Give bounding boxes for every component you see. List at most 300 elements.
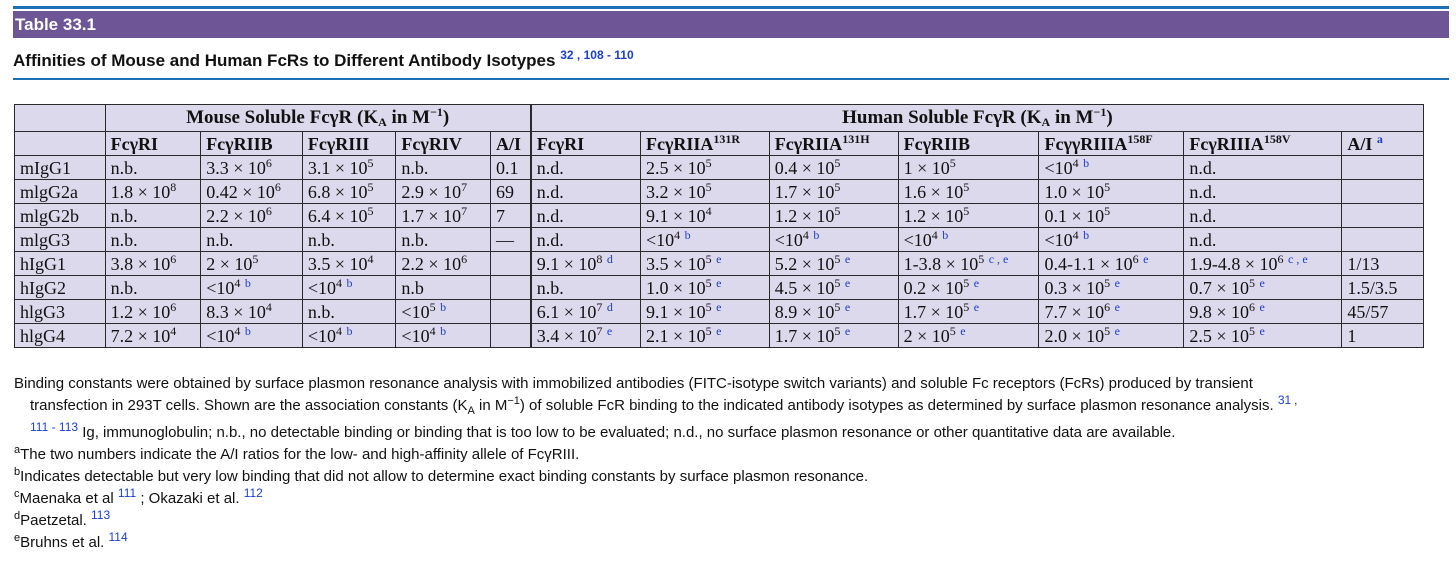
top-rule: [13, 6, 1449, 9]
row-label: hlgG3: [15, 300, 106, 324]
cell-value: <10: [401, 301, 430, 322]
cell-exponent: 5: [978, 251, 985, 266]
cell-value: 0.4 × 10: [774, 157, 835, 178]
table-cell: [1342, 204, 1424, 228]
table-cell: [1184, 180, 1342, 204]
table-row: [15, 180, 1424, 204]
col-human-ai: A/I $^a$: [1342, 132, 1424, 156]
cell-value: 1.7 × 10: [774, 181, 835, 202]
cell-exponent: 5: [834, 251, 841, 266]
table-cell: [1184, 228, 1342, 252]
cell-value: 2 × 10: [903, 325, 950, 346]
table-cell: [105, 324, 201, 348]
cell-footnote-link[interactable]: e: [1114, 299, 1120, 314]
cell-value: 2.5 × 10: [1189, 325, 1250, 346]
table-row: [15, 204, 1424, 228]
table-cell: [1342, 156, 1424, 180]
table-cell: [1039, 204, 1184, 228]
cell-value: 0.1: [496, 157, 519, 178]
cell-value: 1 × 10: [903, 157, 950, 178]
note-main: Binding constants were obtained by surface plasmon resonance analysis with immobilized antibodies (FITC-isotype switch variants) and soluble Fc receptors (FcRs) produced by transient: [14, 375, 1253, 392]
cell-value: 1.8 × 10: [110, 181, 171, 202]
table-label: Table 33.1: [15, 15, 96, 34]
table-cell: [1039, 180, 1184, 204]
table-cell: [105, 252, 201, 276]
table-cell: [396, 204, 491, 228]
cell-exponent: 6: [170, 251, 177, 266]
cell-value: 7.7 × 10: [1044, 301, 1105, 322]
col-mouse-fcgri: FcγRI: [105, 132, 201, 156]
cell-exponent: 5: [1104, 203, 1111, 218]
cell-footnote-link[interactable]: b: [346, 323, 353, 338]
cell-value: 9.8 × 10: [1189, 301, 1250, 322]
table-cell: [769, 276, 898, 300]
cell-footnote-link[interactable]: e: [1143, 251, 1149, 266]
cell-footnote-link[interactable]: e: [1259, 323, 1265, 338]
cell-exponent: 5: [705, 179, 712, 194]
cell-value: 9.1 × 10: [645, 301, 706, 322]
cell-exponent: 5: [367, 179, 374, 194]
table-cell: [1342, 252, 1424, 276]
cell-footnote-link[interactable]: e: [973, 299, 980, 314]
table-cell: [898, 252, 1039, 276]
cell-value: n.b.: [536, 277, 564, 298]
cell-footnote-link[interactable]: b: [244, 323, 251, 338]
table-label-banner: [13, 11, 1449, 38]
cell-exponent: 7: [596, 323, 603, 338]
cell-footnote-link[interactable]: b: [440, 299, 447, 314]
table-cell: [1184, 156, 1342, 180]
cell-value: 4.5 × 10: [774, 277, 835, 298]
cell-footnote-link[interactable]: e: [844, 323, 851, 338]
table-cell: [769, 324, 898, 348]
table-cell: [201, 204, 303, 228]
cell-value: 3.2 × 10: [645, 181, 706, 202]
cell-exponent: 4: [705, 203, 712, 218]
table-cell: [1039, 276, 1184, 300]
cell-value: 1.7 × 10: [774, 325, 835, 346]
group-header-row: [15, 105, 1424, 132]
cell-exponent: 7: [596, 299, 603, 314]
cell-value: 1.0 × 10: [1044, 181, 1105, 202]
cell-exponent: 4: [265, 299, 272, 314]
table-body: [15, 156, 1424, 348]
table-cell: [531, 204, 641, 228]
cell-footnote-link[interactable]: b: [684, 227, 691, 242]
cell-value: <10: [903, 229, 932, 250]
cell-exponent: 5: [705, 323, 712, 338]
table-cell: [201, 252, 303, 276]
table-cell: [769, 252, 898, 276]
table-cell: [1039, 156, 1184, 180]
cell-value: n.b.: [110, 157, 138, 178]
cell-exponent: 5: [1104, 275, 1111, 290]
cell-value: n.b.: [401, 229, 429, 250]
table-row: [15, 300, 1424, 324]
table-cell: [491, 204, 531, 228]
table-cell: [105, 228, 201, 252]
cell-footnote-link[interactable]: e: [844, 299, 851, 314]
cell-value: <10: [307, 325, 336, 346]
cell-exponent: 5: [1104, 179, 1111, 194]
table-cell: [640, 156, 769, 180]
cell-exponent: 5: [834, 275, 841, 290]
cell-value: <10: [307, 277, 336, 298]
table-cell: [491, 276, 531, 300]
table-cell: [396, 180, 491, 204]
table-cell: [640, 180, 769, 204]
table-cell: [769, 228, 898, 252]
table-cell: [105, 204, 201, 228]
cell-exponent: 8: [596, 251, 603, 266]
table-cell: [201, 276, 303, 300]
title-text: Affinities of Mouse and Human FcRs to Different Antibody Isotypes: [13, 51, 556, 70]
table-cell: [898, 180, 1039, 204]
table-cell: [640, 300, 769, 324]
table-cell: [898, 276, 1039, 300]
table-cell: [201, 156, 303, 180]
cell-exponent: 5: [963, 299, 970, 314]
cell-footnote-link[interactable]: c , e: [988, 251, 1009, 266]
table-cell: [491, 228, 531, 252]
title-ref-range-link[interactable]: 108 - 110: [583, 48, 634, 62]
cell-footnote-link[interactable]: d: [606, 299, 613, 314]
table-notes: [14, 373, 1444, 554]
cell-footnote-link[interactable]: e: [606, 323, 613, 338]
cell-value: 6.1 × 10: [536, 301, 597, 322]
cell-value: —: [496, 229, 515, 250]
cell-value: 1.7 × 10: [401, 205, 462, 226]
table-row: [15, 228, 1424, 252]
cell-footnote-link[interactable]: e: [1259, 299, 1265, 314]
cell-exponent: 6: [274, 179, 281, 194]
cell-exponent: 5: [252, 251, 259, 266]
cell-footnote-link[interactable]: e: [716, 251, 722, 266]
cell-value: 3.4 × 10: [536, 325, 597, 346]
cell-exponent: 5: [963, 179, 970, 194]
cell-exponent: 5: [705, 299, 712, 314]
table-cell: [302, 228, 396, 252]
table-cell: [531, 228, 641, 252]
cell-exponent: 4: [335, 323, 342, 338]
cell-value: <10: [401, 325, 430, 346]
cell-value: 7.2 × 10: [110, 325, 171, 346]
cell-exponent: 6: [170, 299, 177, 314]
col-human-fcgri: FcγRI: [531, 132, 641, 156]
table-cell: [531, 276, 641, 300]
table-cell: [898, 228, 1039, 252]
footnote-a-link[interactable]: a: [1376, 131, 1383, 146]
cell-footnote-link[interactable]: b: [942, 227, 949, 242]
cell-exponent: 5: [367, 203, 374, 218]
cell-value: n.b.: [401, 157, 429, 178]
row-label-header: [15, 132, 106, 156]
cell-value: 9.1 × 10: [645, 205, 706, 226]
col-mouse-ai: A/I: [491, 132, 531, 156]
footnote-e: $^e$Bruhns et al. $^{114}$: [14, 530, 128, 551]
cell-value: 2.1 × 10: [645, 325, 706, 346]
table-cell: [769, 204, 898, 228]
table-cell: [302, 324, 396, 348]
cell-value: 1.2 × 10: [903, 205, 964, 226]
table-cell: [105, 156, 201, 180]
cell-value: 2 × 10: [206, 253, 253, 274]
cell-value: 2.5 × 10: [645, 157, 706, 178]
cell-exponent: 5: [367, 155, 374, 170]
cell-value: 2.0 × 10: [1044, 325, 1105, 346]
col-human-fcgriia-131r: FcγRIIA$^{131R}$: [640, 132, 769, 156]
cell-value: 1.2 × 10: [110, 301, 171, 322]
table-cell: [769, 156, 898, 180]
cell-value: 0.2 × 10: [903, 277, 964, 298]
table-cell: [898, 324, 1039, 348]
table-cell: [1342, 324, 1424, 348]
cell-value: n.d.: [1189, 157, 1217, 178]
title-ref-separator: ,: [576, 48, 581, 62]
cell-value: 0.1 × 10: [1044, 205, 1105, 226]
cell-exponent: 4: [802, 227, 809, 242]
table-row: [15, 324, 1424, 348]
cell-value: 3.3 × 10: [206, 157, 266, 178]
corner-cell: [15, 105, 106, 132]
table-cell: [302, 252, 396, 276]
cell-value: 9.1 × 10: [536, 253, 597, 274]
table-cell: [396, 156, 491, 180]
table-cell: [531, 324, 641, 348]
cell-exponent: 8: [170, 179, 177, 194]
cell-exponent: 4: [931, 227, 938, 242]
footnote-c: $^c$Maenaka et al $^{111}$ ; Okazaki et al. $^{112}$: [14, 486, 263, 507]
cell-exponent: 5: [949, 155, 956, 170]
table-cell: [1184, 276, 1342, 300]
cell-exponent: 6: [1132, 251, 1139, 266]
table-cell: [105, 180, 201, 204]
table-cell: [769, 300, 898, 324]
cell-value: n.d.: [1189, 229, 1217, 250]
column-header-row: [15, 132, 1424, 156]
cell-exponent: 5: [1104, 323, 1111, 338]
note-main-end: $^{111 - 113}$ Ig, immunoglobulin; n.b., no detectable binding or binding that is too low to be evaluated; n.d., no surface plasmon resonance or other quantitative data are available.: [30, 420, 1176, 441]
row-label: mIgG1: [15, 156, 106, 180]
row-label: mlgG2b: [15, 204, 106, 228]
affinity-table: [14, 104, 1424, 348]
cell-value: n.d.: [1189, 181, 1217, 202]
cell-footnote-link[interactable]: b: [346, 275, 353, 290]
footnote-a: $^a$The two numbers indicate the A/I ratios for the low- and high-affinity allele of FcγRIII.: [14, 444, 580, 463]
ref-111-link[interactable]: 111: [117, 486, 137, 500]
cell-value: n.b.: [110, 277, 138, 298]
table-cell: [531, 180, 641, 204]
cell-footnote-link[interactable]: e: [1114, 275, 1120, 290]
cell-footnote-link[interactable]: e: [716, 299, 722, 314]
table-cell: [1184, 324, 1342, 348]
ref-31-link[interactable]: 31: [1277, 393, 1292, 407]
cell-value: n.b.: [307, 301, 335, 322]
cell-value: 1.5/3.5: [1347, 277, 1398, 298]
cell-footnote-link[interactable]: d: [606, 251, 613, 266]
footnote-b: $^b$Indicates detectable but very low binding that did not allow to determine exact binding constants by surface plasmon resonance.: [14, 466, 869, 485]
cell-footnote-link[interactable]: e: [844, 251, 851, 266]
cell-exponent: 5: [429, 299, 436, 314]
col-mouse-fcgriv: FcγRIV: [396, 132, 491, 156]
cell-value: n.d.: [536, 157, 564, 178]
col-human-fcgriia-131h: FcγRIIA$^{131H}$: [769, 132, 898, 156]
cell-value: 3.1 × 10: [307, 157, 368, 178]
table-cell: [201, 228, 303, 252]
cell-value: <10: [1044, 157, 1073, 178]
cell-footnote-link[interactable]: e: [973, 275, 980, 290]
cell-footnote-link[interactable]: e: [960, 323, 966, 338]
cell-value: 0.7 × 10: [1189, 277, 1250, 298]
table-cell: [531, 156, 641, 180]
cell-value: 1.7 × 10: [903, 301, 964, 322]
table-cell: [640, 276, 769, 300]
cell-exponent: 5: [834, 203, 841, 218]
cell-footnote-link[interactable]: e: [1259, 275, 1265, 290]
cell-value: n.d.: [536, 229, 564, 250]
cell-exponent: 4: [1072, 227, 1079, 242]
table-cell: [201, 300, 303, 324]
table-title: [13, 48, 634, 71]
table-cell: [640, 324, 769, 348]
cell-value: <10: [1044, 229, 1073, 250]
cell-value: 2.9 × 10: [401, 181, 462, 202]
cell-value: n.d.: [1189, 205, 1217, 226]
cell-exponent: 5: [949, 323, 956, 338]
cell-value: 45/57: [1347, 301, 1389, 322]
table-cell: [898, 156, 1039, 180]
table-cell: [396, 324, 491, 348]
col-mouse-fcgriii: FcγRIII: [302, 132, 396, 156]
table-cell: [1342, 228, 1424, 252]
table-row: [15, 156, 1424, 180]
cell-value: 3.5 × 10: [645, 253, 706, 274]
cell-exponent: 6: [1277, 251, 1284, 266]
cell-value: 0.4-1.1 × 10: [1044, 253, 1133, 274]
cell-value: n.b: [401, 277, 424, 298]
cell-value: 1-3.8 × 10: [903, 253, 979, 274]
col-human-fcgriib: FcγRIIB: [898, 132, 1039, 156]
cell-exponent: 5: [963, 203, 970, 218]
ref-112-link[interactable]: 112: [243, 486, 263, 500]
table-cell: [1039, 324, 1184, 348]
table-cell: [491, 156, 531, 180]
col-mouse-fcgriib: FcγRIIB: [201, 132, 303, 156]
cell-exponent: 4: [335, 275, 342, 290]
cell-footnote-link[interactable]: e: [716, 275, 722, 290]
table-cell: [1342, 180, 1424, 204]
footnote-d: $^d$Paetzetal. $^{113}$: [14, 508, 111, 529]
cell-exponent: 6: [461, 251, 468, 266]
table-cell: [491, 252, 531, 276]
title-ref-link[interactable]: 32: [560, 48, 574, 62]
cell-exponent: 7: [461, 203, 468, 218]
title-rule: [13, 78, 1449, 80]
cell-exponent: 5: [834, 323, 841, 338]
cell-footnote-link[interactable]: b: [1083, 227, 1090, 242]
cell-value: 1.9-4.8 × 10: [1189, 253, 1278, 274]
table-cell: [898, 204, 1039, 228]
cell-footnote-link[interactable]: e: [844, 275, 851, 290]
note-main-cont: transfection in 293T cells. Shown are the association constants ($K_A$ in $M^{-1}$) of soluble FcR binding to the indicated antibody isotypes as determined by surface plasmon resonance analysis. $^{31}$ ,: [30, 393, 1298, 417]
row-label: hlgG4: [15, 324, 106, 348]
row-label: hIgG2: [15, 276, 106, 300]
table-row: [15, 276, 1424, 300]
table-cell: [105, 300, 201, 324]
cell-footnote-link[interactable]: b: [440, 323, 447, 338]
cell-exponent: 4: [367, 251, 374, 266]
table-cell: [302, 204, 396, 228]
ref-113-link[interactable]: 113: [91, 508, 111, 522]
cell-footnote-link[interactable]: b: [1083, 155, 1090, 170]
table-cell: [1342, 276, 1424, 300]
cell-value: 1.2 × 10: [774, 205, 835, 226]
cell-exponent: 6: [1104, 299, 1111, 314]
cell-exponent: 5: [834, 155, 841, 170]
table-cell: [1342, 300, 1424, 324]
table-cell: [491, 324, 531, 348]
cell-exponent: 7: [461, 179, 468, 194]
cell-value: 6.8 × 10: [307, 181, 368, 202]
cell-exponent: 5: [834, 299, 841, 314]
cell-value: 8.3 × 10: [206, 301, 266, 322]
cell-exponent: 5: [1249, 323, 1256, 338]
row-label: hIgG1: [15, 252, 106, 276]
cell-footnote-link[interactable]: b: [244, 275, 251, 290]
table-cell: [640, 228, 769, 252]
cell-exponent: 5: [705, 275, 712, 290]
table-cell: [302, 180, 396, 204]
human-group-header: Human Soluble FcγR ($K_A$ in $M^{-1}$): [531, 105, 1424, 132]
table-cell: [1039, 228, 1184, 252]
cell-exponent: 5: [963, 275, 970, 290]
cell-value: 2.2 × 10: [401, 253, 462, 274]
cell-value: n.d.: [536, 205, 564, 226]
table-cell: [640, 252, 769, 276]
cell-exponent: 5: [1249, 275, 1256, 290]
ref-111-113-link[interactable]: 111 - 113: [30, 420, 79, 434]
table-cell: [1039, 300, 1184, 324]
ref-114-link[interactable]: 114: [108, 530, 128, 544]
table-cell: [396, 300, 491, 324]
cell-value: n.b.: [110, 229, 138, 250]
cell-value: 0.3 × 10: [1044, 277, 1105, 298]
table-cell: [491, 300, 531, 324]
cell-exponent: 5: [705, 251, 712, 266]
row-label: mlgG2a: [15, 180, 106, 204]
cell-exponent: 5: [705, 155, 712, 170]
cell-value: 2.2 × 10: [206, 205, 266, 226]
cell-footnote-link[interactable]: b: [813, 227, 820, 242]
cell-footnote-link[interactable]: e: [1114, 323, 1120, 338]
table-cell: [201, 180, 303, 204]
cell-value: 1/13: [1347, 253, 1380, 274]
mouse-group-header: Mouse Soluble FcγR ($K_A$ in $M^{-1}$): [105, 105, 531, 132]
cell-footnote-link[interactable]: c , e: [1288, 251, 1308, 266]
row-label: mlgG3: [15, 228, 106, 252]
cell-value: 0.42 × 10: [206, 181, 275, 202]
cell-exponent: 6: [1249, 299, 1256, 314]
table-cell: [396, 252, 491, 276]
cell-exponent: 4: [170, 323, 177, 338]
table-cell: [396, 228, 491, 252]
cell-exponent: 4: [674, 227, 681, 242]
table-cell: [201, 324, 303, 348]
cell-value: 5.2 × 10: [774, 253, 835, 274]
cell-value: 3.8 × 10: [110, 253, 171, 274]
cell-footnote-link[interactable]: e: [716, 323, 722, 338]
cell-value: <10: [774, 229, 803, 250]
